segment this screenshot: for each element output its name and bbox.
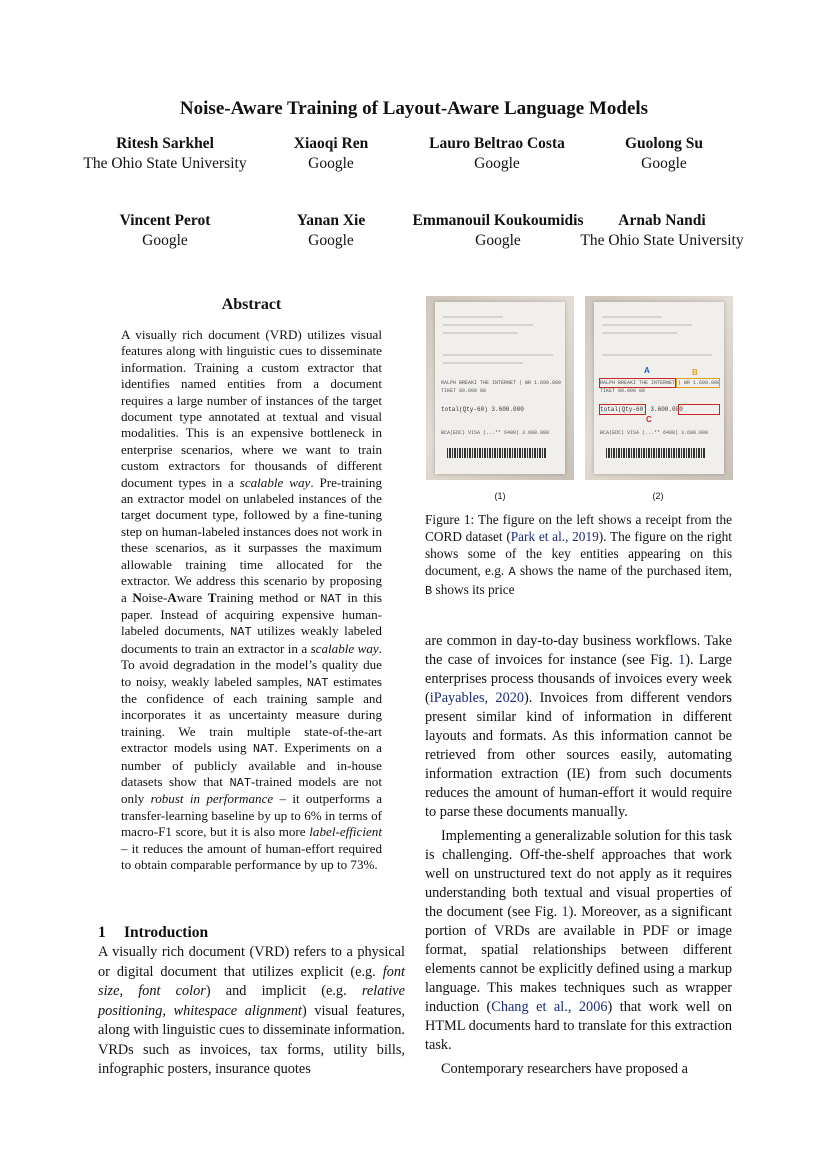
intro-left-column <box>98 943 405 1080</box>
author-name: Guolong Su <box>625 135 703 152</box>
receipt-payment-line: BCA(EDC) VISA (...** 6408) 3.600.000 <box>441 430 550 436</box>
faded-line <box>443 362 523 364</box>
citation-link[interactable]: Chang et al., 2006 <box>491 999 608 1015</box>
item-name-box <box>599 378 676 388</box>
abstract-text: . To avoid degradation in the model’s quality due to noisy, weakly labeled samples, <box>121 640 382 689</box>
author-affiliation: Google <box>641 155 687 172</box>
intro-text: Contemporary researchers have proposed a <box>441 1061 688 1077</box>
paper-title: Noise-Aware Training of Layout-Aware Language Models <box>179 98 649 119</box>
nat-code: NAT <box>320 591 342 606</box>
abstract-bold: A <box>167 589 177 605</box>
intro-text: ) visual features, along with linguistic cues to disseminate information. VRDs such as invoices, tax forms, utility bills, infographic posters, insurance quotes <box>98 1002 405 1077</box>
citation-link[interactable]: iPayables, 2020 <box>429 690 525 706</box>
abstract-text: oise- <box>141 589 168 605</box>
author-6 <box>275 211 387 251</box>
abstract-text: estimates the confidence of each training sample and incorporates it as uncertainty measure during training. We train multiple state-of-the-art extractor models using <box>121 673 383 756</box>
intro-text: ) and implicit (e.g. <box>205 983 362 999</box>
subfigure-label-2: (2) <box>652 491 664 501</box>
total-label-box <box>599 404 646 415</box>
author-name: Yanan Xie <box>296 212 366 229</box>
faded-line <box>602 332 677 334</box>
nat-code: NAT <box>229 775 252 790</box>
intro-text: ). Moreover, as a significant portion of VRDs are available in PDF or image format, spatial relationships between different elements cannot be explicitly defined using a markup language. This makes techniques such as wrapper induction ( <box>425 904 732 1015</box>
subfigure-label-1: (1) <box>494 491 506 501</box>
figure-ref-link[interactable]: 1 <box>561 904 569 920</box>
intro-paragraph <box>425 1060 732 1079</box>
receipt-item-line: RALPH BREAKI THE INTERNET | WR 1.600.000 <box>600 380 721 386</box>
caption-code: B <box>425 584 433 599</box>
author-affiliation: The Ohio State University <box>580 232 744 249</box>
abstract-emphasis: scalable way <box>239 474 311 490</box>
figure-caption <box>425 511 732 600</box>
intro-emphasis: font size, font color <box>98 963 405 999</box>
caption-text: shows its price <box>432 582 515 598</box>
receipt-item-line: RALPH BREAKI THE INTERNET | WR 1.600.000 <box>441 380 562 386</box>
faded-line <box>602 354 712 356</box>
author-affiliation: Google <box>308 155 354 172</box>
intro-text: ). Invoices from different vendors present similar kind of information in different layouts and formats. As this information cannot be retrieved from other sources easily, automating information extraction (IE) from such documents reduces the amount of human-effort it would require to parse these documents manually. <box>425 690 732 820</box>
abstract-text: utilizes weakly labeled documents to train an extractor in a <box>121 623 382 656</box>
receipt-payment-line: BCA(EDC) VISA (...** 6408) 3.600.000 <box>600 430 709 436</box>
author-3 <box>412 134 582 174</box>
author-7 <box>400 211 596 251</box>
receipt-photo-annotated <box>585 296 733 480</box>
author-name: Xiaoqi Ren <box>293 135 369 152</box>
faded-line <box>443 316 503 318</box>
intro-paragraph <box>98 943 405 1080</box>
abstract-text: . Experiments on a number of publicly available and in-house datasets show that <box>121 740 382 789</box>
abstract-text: – it reduces the amount of human-effort required to obtain comparable performance by up to 73%. <box>121 840 382 872</box>
caption-text: ). The figure on the right shows some of the key entities appearing on this document, e.g. <box>425 529 732 579</box>
nat-code: NAT <box>252 742 275 757</box>
item-price-box <box>676 378 720 388</box>
author-5 <box>100 211 230 251</box>
faded-line <box>443 332 518 334</box>
abstract-heading: Abstract <box>221 296 282 313</box>
abstract-text: -trained models are not only <box>121 773 382 807</box>
label-b: B <box>692 368 698 377</box>
caption-code: A <box>508 565 516 580</box>
intro-text: ) that work well on HTML documents hard to translate for this extraction task. <box>425 999 733 1053</box>
total-value-box <box>678 404 720 415</box>
section-title: Introduction <box>124 924 209 941</box>
author-affiliation: Google <box>308 232 354 249</box>
intro-text: A visually rich document (VRD) refers to a physical or digital document that utilizes explicit (e.g. <box>98 944 405 980</box>
receipt <box>435 302 565 474</box>
receipt-ticket-line: TIKET 80.000 80 <box>600 388 646 394</box>
receipt-photo-plain <box>426 296 574 480</box>
receipt-total-line: total(Qty-60) 3.600.000 <box>600 406 683 413</box>
abstract-emphasis: robust in performance <box>150 791 274 807</box>
section-heading-introduction <box>98 924 208 942</box>
faded-line <box>602 324 692 326</box>
abstract-body <box>121 327 382 873</box>
caption-paragraph <box>425 511 732 600</box>
receipt-ticket-line: TIKET 80.000 80 <box>441 388 487 394</box>
author-2 <box>270 134 392 174</box>
nat-code: NAT <box>306 675 329 690</box>
abstract-text: raining method or <box>216 589 321 605</box>
author-name: Lauro Beltrao Costa <box>429 135 565 152</box>
abstract-paragraph <box>121 327 382 873</box>
intro-right-column <box>425 632 732 1079</box>
author-name: Vincent Perot <box>119 212 211 229</box>
faded-line <box>443 354 553 356</box>
author-name: Arnab Nandi <box>618 212 706 229</box>
intro-text: ). Large enterprises process thousands of invoices every week ( <box>425 652 732 706</box>
barcode <box>606 448 706 458</box>
author-8 <box>572 211 752 251</box>
author-name: Ritesh Sarkhel <box>116 135 214 152</box>
barcode <box>447 448 547 458</box>
abstract-text: – it outperforms a transfer-learning baseline by up to 6% in terms of macro-F1 score, but it is also more <box>121 791 383 840</box>
author-4 <box>600 134 728 174</box>
intro-emphasis: relative positioning, whitespace alignment <box>98 983 405 1019</box>
abstract-text: ware <box>176 589 208 605</box>
caption-text: Figure 1: The figure on the left shows a receipt from the CORD dataset ( <box>425 512 732 545</box>
citation-link[interactable]: Park et al., 2019 <box>510 529 599 545</box>
receipt-total-line: total(Qty-60) 3.600.000 <box>441 406 524 413</box>
author-affiliation: The Ohio State University <box>83 155 247 172</box>
intro-paragraph <box>425 827 732 1055</box>
label-c: C <box>646 415 652 424</box>
abstract-emphasis: scalable way <box>310 640 379 656</box>
receipt <box>594 302 724 474</box>
faded-line <box>602 316 662 318</box>
intro-paragraph <box>425 632 732 822</box>
section-number: 1 <box>98 924 106 941</box>
abstract-text: in this paper. Instead of acquiring expensive human-labeled documents, <box>121 589 383 639</box>
author-name: Emmanouil Koukoumidis <box>412 212 584 229</box>
abstract-bold: N <box>132 589 142 605</box>
abstract-bold: T <box>207 589 217 605</box>
abstract-text: . Pre-training an extractor model on unlabeled instances of the target document type, followed by a fine-tuning step on human-labeled instances does not work in these scenarios, as it surpasses the maximum allowable training time allocated for the extractor. We address this scenario by proposing a <box>121 474 382 605</box>
faded-line <box>443 324 533 326</box>
author-1 <box>65 134 265 174</box>
nat-code: NAT <box>230 625 252 640</box>
caption-text: shows the name of the purchased item, <box>515 563 732 579</box>
label-a: A <box>644 366 650 375</box>
figure-ref-link[interactable]: 1 <box>678 652 686 668</box>
abstract-emphasis: label-efficient <box>309 824 382 840</box>
author-affiliation: Google <box>475 232 521 249</box>
abstract-text: A visually rich document (VRD) utilizes visual features along with linguistic cues to disseminate information. Training a custom extractor that identifies named entities from a document requires a large number of instances of the target document type annotated at textual and visual modalities. This is an expensive bottleneck in enterprise scenarios, where we want to train custom extractors for thousands of different document types in a <box>121 327 382 490</box>
intro-text: are common in day-to-day business workflows. Take the case of invoices for instance (see Fig. <box>425 633 732 668</box>
author-affiliation: Google <box>474 155 520 172</box>
author-affiliation: Google <box>142 232 188 249</box>
intro-text: Implementing a generalizable solution for this task is challenging. Off-the-shelf approaches that work well on unstructured text do not apply as it requires understanding both textual and visual properties of the document (see Fig. <box>425 828 732 920</box>
